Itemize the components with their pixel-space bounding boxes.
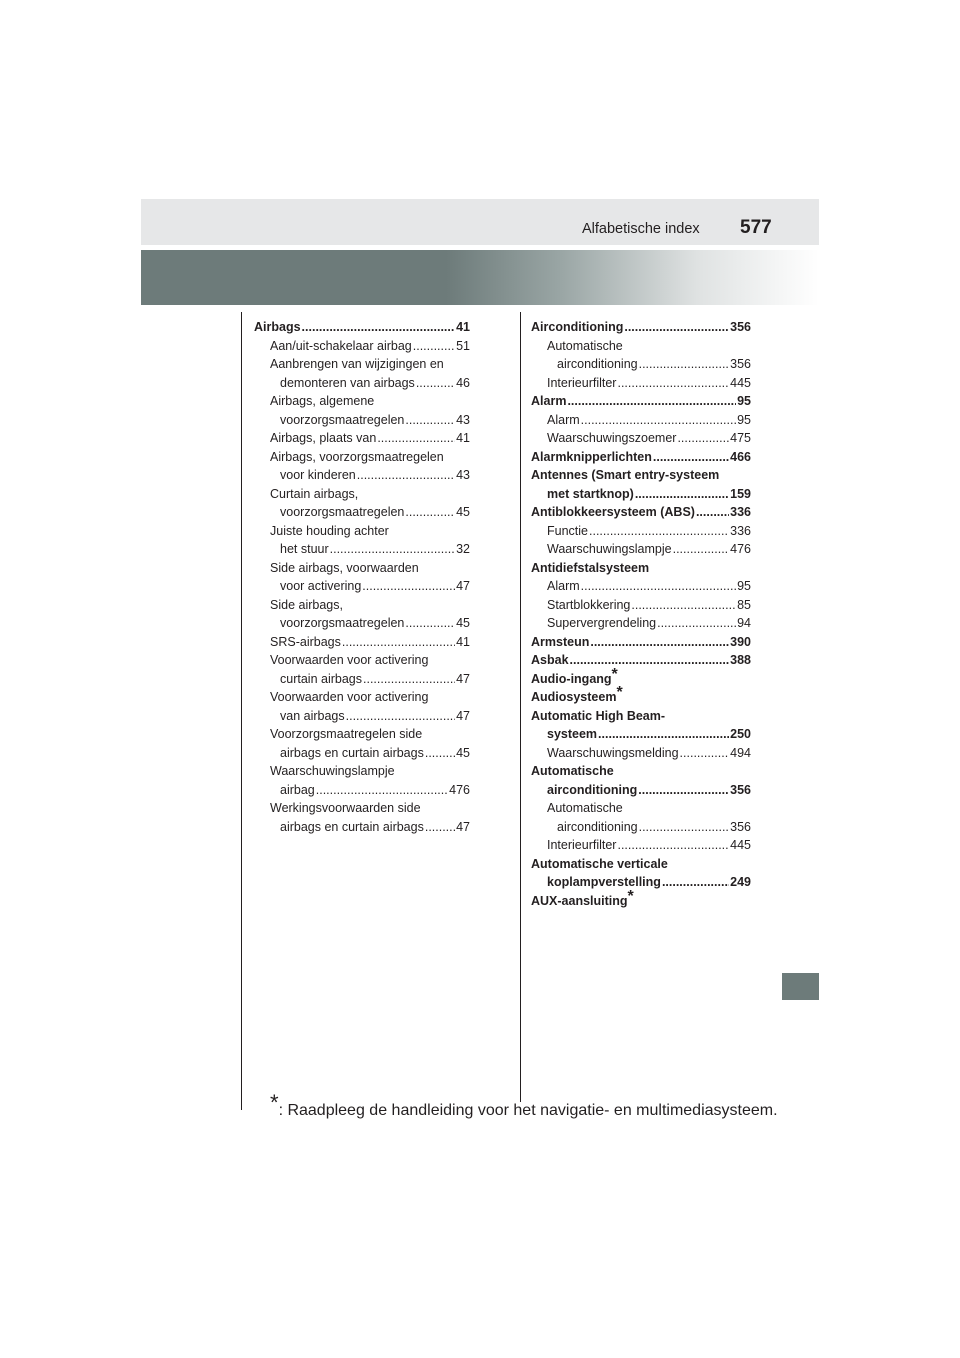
header-band (141, 199, 819, 245)
index-subentry: Supervergrendeling ..... 94 (531, 614, 751, 633)
index-subentry: Aanbrengen van wijzigingen en (270, 357, 444, 371)
index-subentry: airbag ..... 476 (254, 781, 470, 800)
index-entry: Antennes (Smart entry-systeem (531, 468, 720, 482)
index-subentry: airconditioning ..... 356 (531, 818, 751, 837)
index-subentry: Curtain airbags, (270, 486, 359, 501)
index-subentry: Aan/uit-schakelaar airbag ..... 51 (254, 337, 470, 356)
index-subentry: demonteren van airbags ..... 46 (254, 374, 470, 393)
index-entry: Automatische (531, 764, 614, 778)
index-subentry: voorzorgsmaatregelen ..... 43 (254, 411, 470, 430)
index-entry: Alarm ..... 95 (531, 392, 751, 411)
index-subentry: Airbags, plaats van ..... 41 (254, 429, 470, 448)
index-subentry: Waarschuwingslampje (270, 764, 395, 778)
index-column-left (254, 318, 470, 836)
index-subentry: voorzorgsmaatregelen ..... 45 (254, 614, 470, 633)
index-entry: Audiosysteem* (531, 684, 623, 704)
index-subentry: Voorwaarden voor activering (270, 653, 429, 667)
index-entry: met startknop) ..... 159 (531, 485, 751, 504)
index-subentry: Airbags, voorzorgsmaatregelen (270, 449, 444, 464)
running-header-title: Alfabetische index (582, 221, 700, 237)
index-subentry: Juiste houding achter (270, 523, 389, 538)
index-subentry: Werkingsvoorwaarden side (270, 801, 421, 815)
index-column-right (531, 318, 751, 910)
index-subentry: het stuur ..... 32 (254, 540, 470, 559)
index-subentry: voor activering ..... 47 (254, 577, 470, 596)
index-subentry: Voorzorgsmaatregelen side (270, 727, 423, 741)
index-entry: Armsteun ..... 390 (531, 633, 751, 652)
index-subentry: Functie ..... 336 (531, 522, 751, 541)
index-subentry: Alarm ..... 95 (531, 577, 751, 596)
index-subentry: Alarm ..... 95 (531, 411, 751, 430)
index-subentry: airconditioning ..... 356 (531, 355, 751, 374)
index-entry: Antiblokkeersysteem (ABS) ..... 336 (531, 503, 751, 522)
gradient-banner (141, 250, 819, 305)
index-subentry: Startblokkering ..... 85 (531, 596, 751, 615)
asterisk-icon: * (270, 1090, 279, 1115)
index-subentry: Waarschuwingslampje ..... 476 (531, 540, 751, 559)
index-subentry: voor kinderen ..... 43 (254, 466, 470, 485)
index-subentry: SRS-airbags ..... 41 (254, 633, 470, 652)
left-margin-rule (241, 312, 242, 1110)
index-entry: Airbags ..... 41 (254, 318, 470, 337)
index-entry: Automatische verticale (531, 856, 668, 871)
index-entry: airconditioning ..... 356 (531, 781, 751, 800)
index-entry: Audio-ingang* (531, 665, 618, 686)
index-subentry: Waarschuwingsmelding ..... 494 (531, 744, 751, 763)
index-entry: systeem ..... 250 (531, 725, 751, 744)
asterisk-icon: * (616, 684, 623, 701)
index-subentry: Automatische (547, 338, 623, 353)
index-subentry: Interieurfilter ..... 445 (531, 374, 751, 393)
index-subentry: airbags en curtain airbags ..... 45 (254, 744, 470, 763)
index-entry: Antidiefstalsysteem (531, 560, 650, 575)
asterisk-icon: * (611, 665, 618, 683)
index-entry: Alarmknipperlichten ..... 466 (531, 448, 751, 467)
footnote (270, 1090, 778, 1120)
footnote-text: : Raadpleeg de handleiding voor het navigatie- en multimediasysteem. (278, 1102, 778, 1119)
index-entry: Automatic High Beam- (531, 708, 666, 723)
index-subentry: van airbags ..... 47 (254, 707, 470, 726)
index-subentry: Voorwaarden voor activering (270, 690, 429, 704)
index-entry: Airconditioning ..... 356 (531, 318, 751, 337)
index-subentry: curtain airbags ..... 47 (254, 670, 470, 689)
index-subentry: Waarschuwingszoemer ..... 475 (531, 429, 751, 448)
column-divider-rule (520, 312, 521, 1102)
index-subentry: Airbags, algemene (270, 394, 375, 408)
index-subentry: Interieurfilter ..... 445 (531, 836, 751, 855)
index-subentry: airbags en curtain airbags ..... 47 (254, 818, 470, 837)
index-subentry: Side airbags, voorwaarden (270, 560, 419, 575)
index-entry: koplampverstelling ..... 249 (531, 873, 751, 892)
index-entry: Asbak ..... 388 (531, 651, 751, 670)
asterisk-icon: * (627, 887, 634, 905)
section-thumb-tab (782, 973, 819, 1000)
page-number: 577 (740, 217, 772, 238)
index-subentry: voorzorgsmaatregelen ..... 45 (254, 503, 470, 522)
index-subentry: Side airbags, (270, 597, 343, 612)
index-entry: AUX-aansluiting* (531, 887, 634, 908)
index-subentry: Automatische (547, 801, 623, 815)
